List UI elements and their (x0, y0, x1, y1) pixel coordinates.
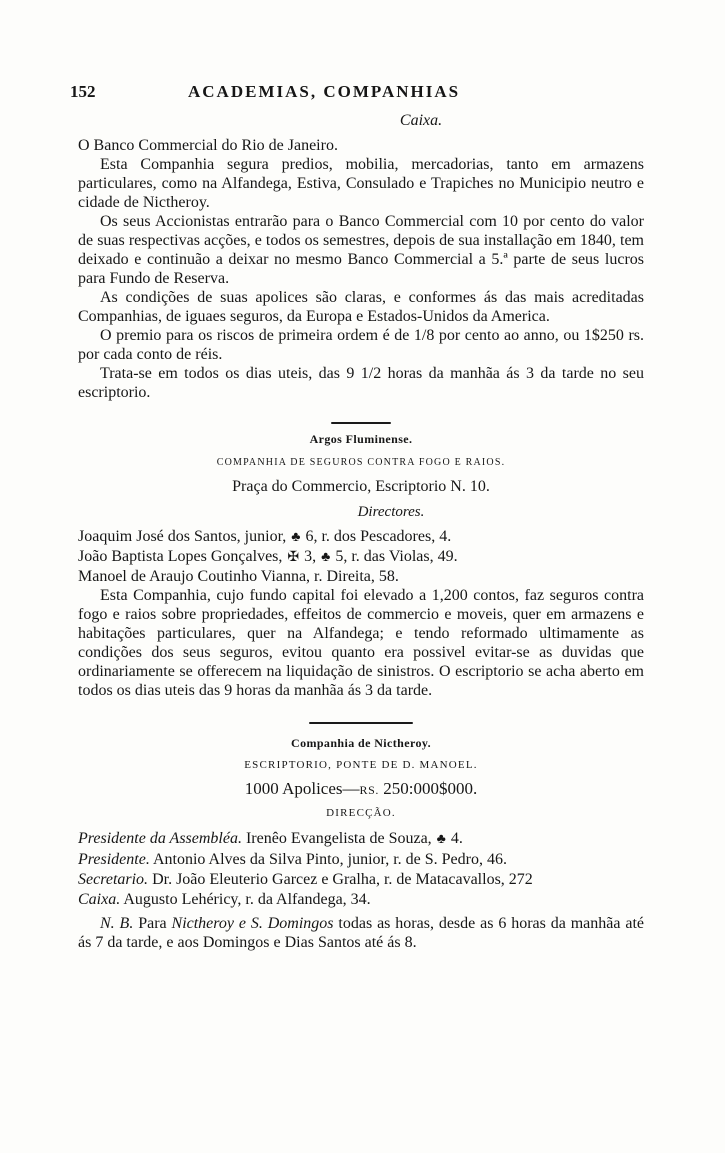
direccao-subheading: DIRECÇÃO. (326, 807, 396, 819)
member-role: Caixa. (78, 891, 121, 908)
paragraph: Esta Companhia segura predios, mobilia, mercadorias, tanto em armazens particulares, como na Alfandega, Estiva, Consulado e Trapiches no Municipio neutro e cidade de Nictheroy. (78, 156, 644, 211)
club-mark-icon: ♣ (291, 530, 301, 545)
director-name: Manoel de Araujo Coutinho Vianna, r. Direita, 58. (78, 568, 399, 585)
direction-member (78, 829, 644, 850)
argos-address: Praça do Commercio, Escriptorio N. 10. (232, 478, 490, 495)
paragraph: O premio para os riscos de primeira ordem é de 1/8 por cento ao anno, ou 1$250 rs. por cada conto de réis. (78, 327, 644, 363)
caixa-subheading: Caixa. (399, 112, 443, 129)
member-name: Dr. João Eleuterio Garcez e Gralha, r. de Matacavallos, 272 (148, 871, 533, 888)
argos-title: Argos Fluminense. (309, 432, 413, 446)
argos-company-type: COMPANHIA DE SEGUROS CONTRA FOGO E RAIOS. (216, 457, 506, 468)
director-line (78, 527, 644, 547)
director-name: João Baptista Lopes Gonçalves, (78, 548, 283, 565)
direction-member (78, 870, 644, 890)
member-name: Augusto Lehéricy, r. da Alfandega, 34. (120, 891, 371, 908)
direction-member (78, 850, 644, 870)
bank-line: O Banco Commercial do Rio de Janeiro. (78, 137, 338, 154)
nb-note (78, 914, 644, 952)
director-address: 6, r. dos Pescadores, 4. (301, 528, 452, 545)
director-name: Joaquim José dos Santos, junior, (78, 528, 287, 545)
page-number: 152 (70, 82, 96, 101)
running-title: ACADEMIAS, COMPANHIAS (188, 82, 461, 101)
director-address: 5, r. das Violas, 49. (331, 548, 458, 565)
member-role: Presidente da Assembléa. (78, 830, 242, 847)
member-address: 4. (446, 830, 463, 847)
member-role: Secretario. (78, 871, 149, 888)
paragraph: As condições de suas apolices são claras, e conformes ás das mais acreditadas Companhias, de iguaes seguros, da Europa e Estados-Unidos da America. (78, 289, 644, 325)
member-name: Antonio Alves da Silva Pinto, junior, r. de S. Pedro, 46. (149, 851, 507, 868)
director-address: 3, (300, 548, 317, 565)
nb-text: todas as horas, desde as 6 horas da manhãa até ás 7 da tarde, e aos Domingos e Dias Santos até ás 8. (78, 915, 644, 951)
nictheroy-title: Companhia de Nictheroy. (291, 736, 431, 750)
nictheroy-address: ESCRIPTORIO, PONTE DE D. MANOEL. (244, 759, 478, 771)
member-name: Irenêo Evangelista de Souza, (241, 830, 432, 847)
nb-label: N. B. (100, 915, 134, 932)
section-divider (331, 422, 391, 424)
club-mark-icon: ♣ (436, 832, 446, 847)
apolices-line (78, 779, 644, 799)
directors-subheading: Directores. (357, 504, 425, 520)
nb-text: Para (133, 915, 172, 932)
direction-member (78, 890, 644, 910)
club-mark-icon: ♣ (321, 550, 331, 565)
apolices-label: 1000 Apolices— (244, 779, 360, 798)
argos-paragraph: Esta Companhia, cujo fundo capital foi elevado a 1,200 contos, faz seguros contra fogo e raios sobre propriedades, effeitos de commercio e moveis, quer em armazens e habitações particulares, quer na Alfandega; e tendo reformado ultimamente as condições dos seus seguros, evitou quanto era possivel evitar-se as duvidas que ordinariamente se offerecem na liquidação de sinistros. O escriptorio se acha aberto em todos os dias uteis das 9 horas da manhãa ás 3 da tarde. (78, 587, 644, 699)
apolices-value: 250:000$000. (379, 779, 478, 798)
paragraph: Trata-se em todos os dias uteis, das 9 1/2 horas da manhãa ás 3 da tarde no seu escriptorio. (78, 365, 644, 401)
member-role: Presidente. (78, 851, 150, 868)
section-divider (309, 722, 413, 724)
paragraph: Os seus Accionistas entrarão para o Banco Commercial com 10 por cento do valor de suas respectivas acções, e todos os semestres, depois de sua installação em 1840, tem deixado e continuão a deixar no mesmo Banco Commercial a 5.ª parte de seus lucros para Fundo de Reserva. (78, 213, 644, 287)
apolices-rs: RS. (359, 783, 379, 797)
nb-places: Nictheroy e S. Domingos (171, 915, 334, 932)
director-line (78, 567, 644, 586)
cross-mark-icon: ✠ (287, 550, 300, 565)
director-line (78, 547, 644, 567)
page-content (70, 82, 644, 952)
running-header (70, 82, 644, 106)
